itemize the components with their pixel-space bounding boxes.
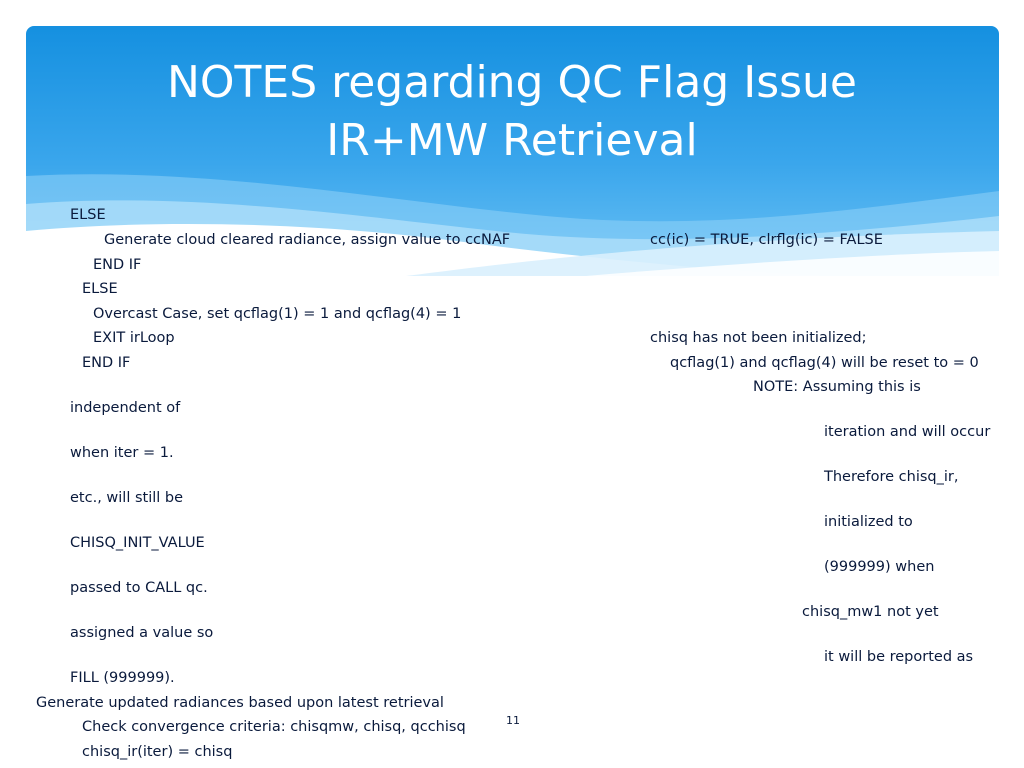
left-line: CHISQ_INIT_VALUE <box>70 535 205 551</box>
right-line: initialized to <box>824 514 913 530</box>
right-line: chisq has not been initialized; <box>650 330 867 346</box>
title-line-1: NOTES regarding QC Flag Issue <box>166 57 858 108</box>
right-line: chisq_mw1 not yet <box>802 604 939 620</box>
left-line: ELSE <box>70 207 106 223</box>
left-line: END IF <box>93 257 142 273</box>
left-line: END IF <box>82 355 131 371</box>
page-number: 11 <box>506 714 520 727</box>
left-line: ELSE <box>82 281 118 297</box>
left-line: Generate updated radiances based upon latest retrieval <box>36 695 444 711</box>
right-line: qcflag(1) and qcflag(4) will be reset to = 0 <box>670 355 979 371</box>
right-line: Therefore chisq_ir, <box>824 469 959 485</box>
left-line: independent of <box>70 400 181 416</box>
left-line: passed to CALL qc. <box>70 580 208 596</box>
title-line-2: IR+MW Retrieval <box>326 115 698 166</box>
right-line: NOTE: Assuming this is <box>753 379 921 395</box>
slide-title <box>0 54 1024 170</box>
right-line: iteration and will occur <box>824 424 991 440</box>
left-line: chisq_ir(iter) = chisq <box>82 744 233 760</box>
left-line: Generate cloud cleared radiance, assign value to ccNAF <box>104 232 511 248</box>
right-line: cc(ic) = TRUE, clrflg(ic) = FALSE <box>650 232 883 248</box>
right-line: (999999) when <box>824 559 935 575</box>
left-line: when iter = 1. <box>70 445 174 461</box>
right-line: it will be reported as <box>824 649 974 665</box>
left-line: EXIT irLoop <box>93 330 175 346</box>
left-line: FILL (999999). <box>70 670 175 686</box>
left-line: etc., will still be <box>70 490 184 506</box>
left-line: Check convergence criteria: chisqmw, chisq, qcchisq <box>82 719 466 735</box>
left-line: Overcast Case, set qcflag(1) = 1 and qcflag(4) = 1 <box>93 306 462 322</box>
left-line: assigned a value so <box>70 625 214 641</box>
